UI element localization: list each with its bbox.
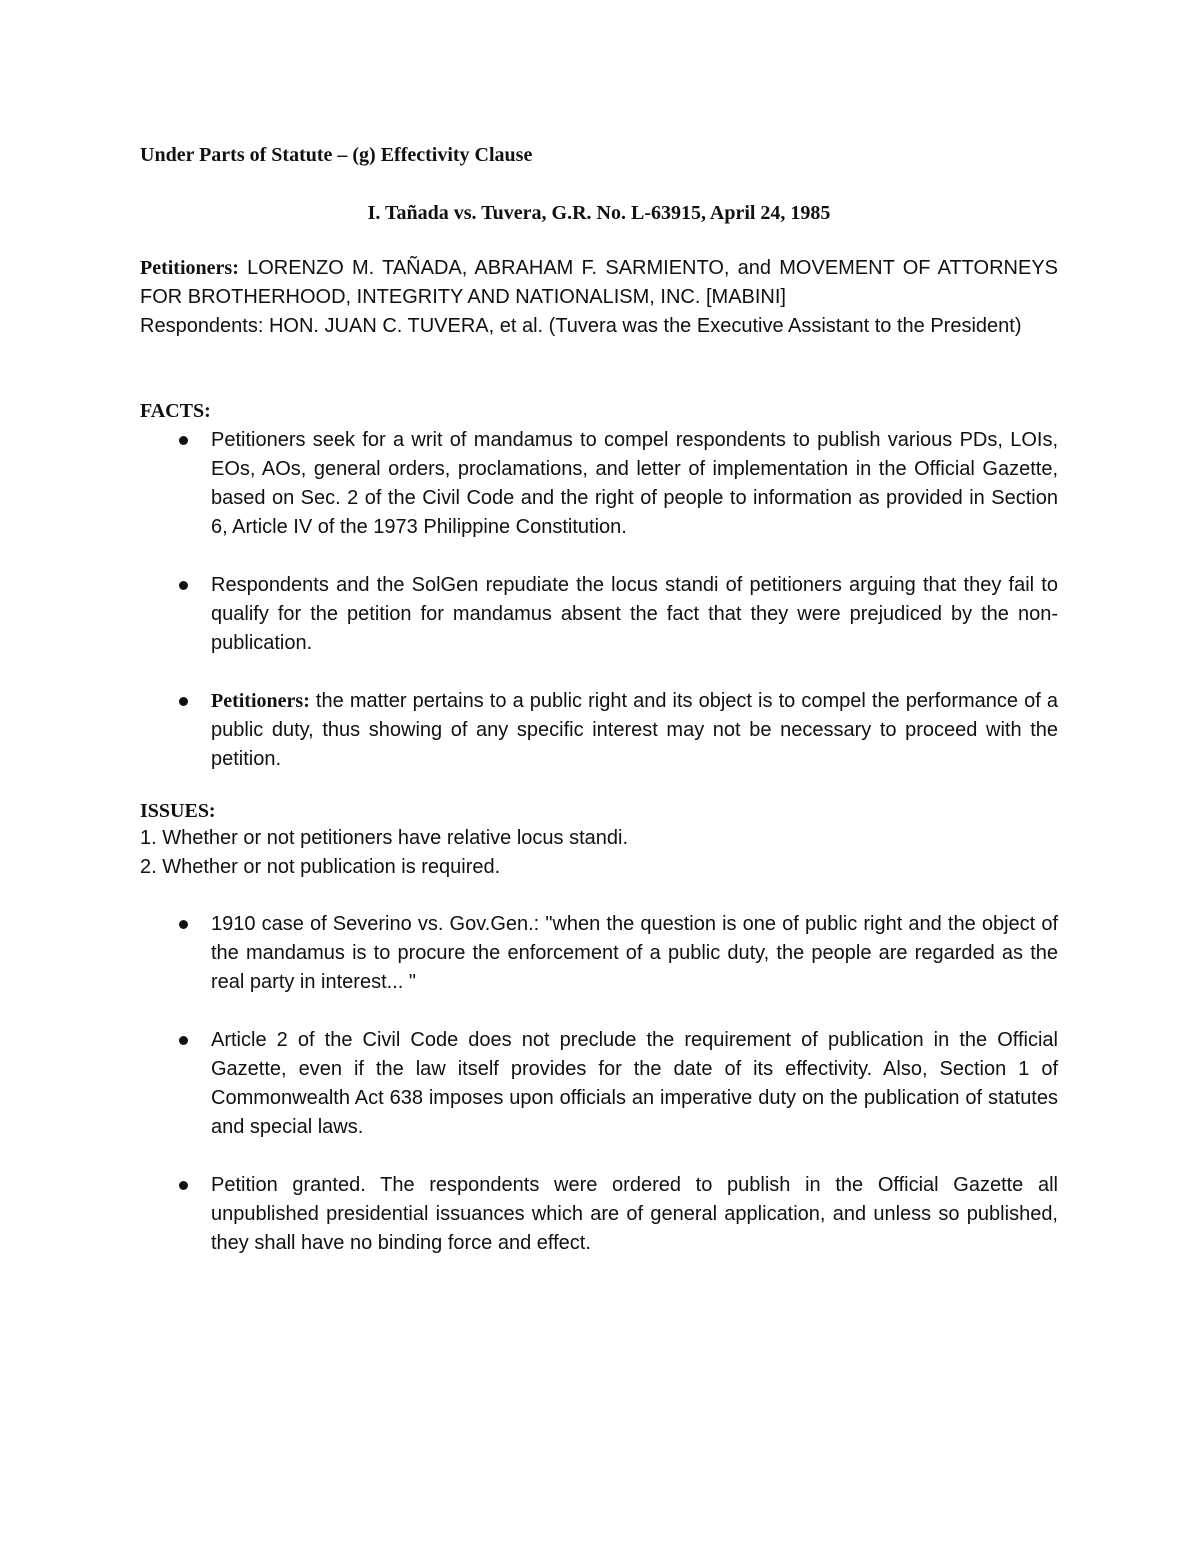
- fact-text: the matter pertains to a public right and its object is to compel the performance of a public duty, thus showing of any specific interest may not be necessary to proceed with the petition.: [211, 690, 1058, 770]
- case-title: I. Tañada vs. Tuvera, G.R. No. L-63915, April 24, 1985: [367, 202, 831, 224]
- ruling-text: Article 2 of the Civil Code does not preclude the requirement of publication in the Official Gazette, even if the law itself provides for the date of its effectivity. Also, Section 1 of Commonwealth Act 638 imposes upon officials an imperative duty on the publication of statutes and special laws.: [211, 1029, 1058, 1138]
- fact-bold-prefix: Petitioners:: [211, 690, 310, 712]
- ruling-text: 1910 case of Severino vs. Gov.Gen.: "when the question is one of public right and the object of the mandamus is to procure the enforcement of a public duty, the people are regarded as the real party in interest... ": [211, 913, 1058, 993]
- list-item: [140, 910, 1058, 997]
- ruling-text: Petition granted. The respondents were ordered to publish in the Official Gazette all unpublished presidential issuances which are of general application, and unless so published, they shall have no binding force and effect.: [211, 1174, 1058, 1254]
- respondents-line: Respondents: HON. JUAN C. TUVERA, et al. (Tuvera was the Executive Assistant to the President): [140, 315, 1022, 337]
- issue-item-2: 2. Whether or not publication is required.: [140, 856, 501, 878]
- rulings-list: [140, 910, 1058, 1287]
- issue-item-1: 1. Whether or not petitioners have relative locus standi.: [140, 827, 629, 849]
- bullet-icon: [179, 436, 188, 445]
- bullet-icon: [179, 1036, 188, 1045]
- list-item: [140, 1171, 1058, 1258]
- facts-label: FACTS:: [140, 400, 211, 422]
- petitioners-text: LORENZO M. TAÑADA, ABRAHAM F. SARMIENTO, and MOVEMENT OF ATTORNEYS FOR BROTHERHOOD, INTEGRITY AND NATIONALISM, INC. [MABINI]: [140, 257, 1058, 308]
- fact-text: Petitioners seek for a writ of mandamus to compel respondents to publish various PDs, LOIs, EOs, AOs, general orders, proclamations, and letter of implementation in the Official Gazette, based on Sec. 2 of the Civil Code and the right of people to information as provided in Section 6, Article IV of the 1973 Philippine Constitution.: [211, 429, 1058, 538]
- facts-list: [140, 426, 1058, 803]
- list-item: [140, 571, 1058, 658]
- bullet-icon: [179, 581, 188, 590]
- bullet-icon: [179, 920, 188, 929]
- petitioners-line: [140, 254, 1058, 312]
- petitioners-label: Petitioners:: [140, 257, 239, 279]
- bullet-icon: [179, 697, 188, 706]
- list-item: [140, 687, 1058, 774]
- parties-block: [140, 254, 1058, 341]
- list-item: [140, 426, 1058, 542]
- document-heading: Under Parts of Statute – (g) Effectivity Clause: [140, 144, 533, 166]
- issues-label: ISSUES:: [140, 800, 216, 822]
- list-item: [140, 1026, 1058, 1142]
- bullet-icon: [179, 1181, 188, 1190]
- fact-text: Respondents and the SolGen repudiate the locus standi of petitioners arguing that they fail to qualify for the petition for mandamus absent the fact that they were prejudiced by the non-publication.: [211, 574, 1058, 654]
